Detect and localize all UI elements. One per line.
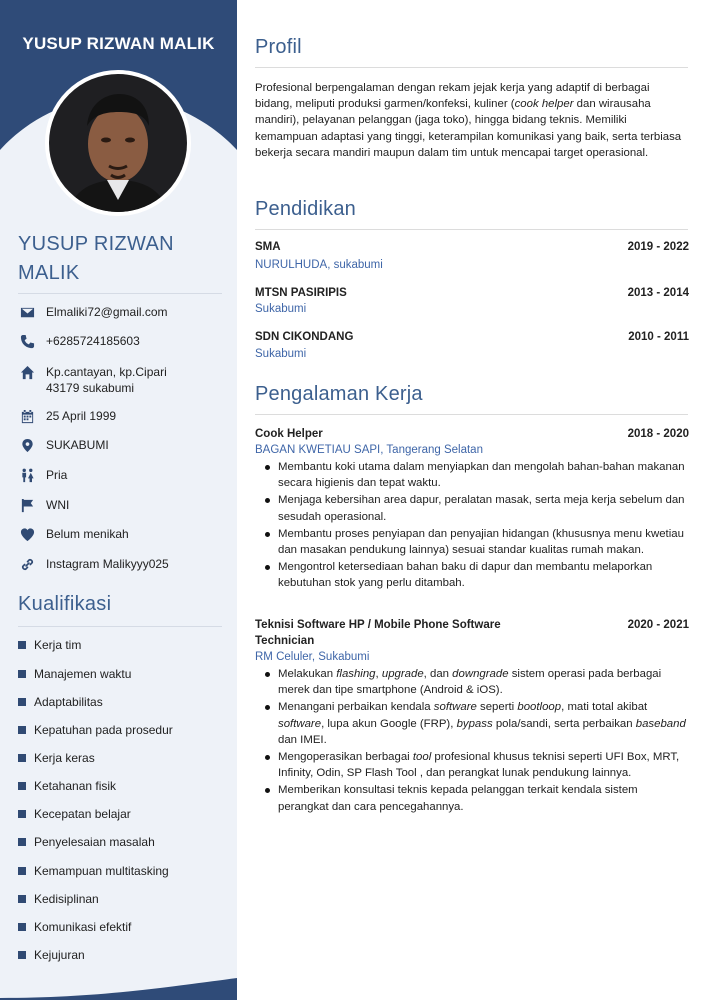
- job-bullets: [255, 459, 688, 592]
- contact-text: Elmaliki72@gmail.com: [46, 305, 168, 319]
- education-school: MTSN PASIRIPIS: [255, 287, 347, 299]
- education-school: SDN CIKONDANG: [255, 331, 354, 343]
- bullet-square-icon: [18, 670, 26, 678]
- skills-title: Kualifikasi: [18, 593, 112, 615]
- job-bullet: Membantu proses penyiapan dan penyajian hidangan (khususnya menu kwetiau dan masakan pendukung lainnya) sesuai standar kualitas rumah makan.: [255, 526, 688, 558]
- job-bullet: Membantu koki utama dalam menyiapkan dan mengolah bahan-bahan makanan secara higienis dan tepat waktu.: [255, 459, 688, 491]
- skill-text: Kedisiplinan: [34, 892, 99, 906]
- profile-text: Profesional berpengalaman dengan rekam jejak kerja yang adaptif di berbagai bidang, meliputi produksi garmen/konfeksi, kuliner (cook helper dan wirausaha mandiri), pelayanan pelanggan (jaga toko), hingga bidang teknis. Memiliki kemampuan adaptasi yang tinggi, keterampilan komunikasi yang baik, serta terbiasa bekerja secara mandiri maupun dalam tim untuk mencapai target operasional.: [255, 82, 682, 159]
- skill-item: [18, 892, 99, 906]
- job-bullet: Mengoperasikan berbagai tool profesional khusus teknisi seperti UFI Box, MRT, Infinity, Odin, SP Flash Tool , dan perangkat lunak pendukung lainnya.: [255, 749, 688, 781]
- skill-text: Kerja keras: [34, 751, 95, 765]
- contact-birthdate: [18, 408, 228, 424]
- contact-phone[interactable]: [18, 333, 228, 349]
- skill-text: Penyelesaian masalah: [34, 835, 155, 849]
- header-name: YUSUP RIZWAN MALIK: [22, 34, 215, 53]
- job-bullet: Menjaga kebersihan area dapur, peralatan masak, serta meja kerja sebelum dan sesudah operasional.: [255, 492, 688, 524]
- skill-text: Manajemen waktu: [34, 667, 132, 681]
- skill-text: Ketahanan fisik: [34, 779, 117, 793]
- skill-item: [18, 695, 103, 709]
- bullet-square-icon: [18, 867, 26, 875]
- main-content: [255, 0, 689, 1000]
- home-icon: [18, 364, 36, 380]
- contact-email[interactable]: [18, 304, 228, 320]
- education-title: Pendidikan: [255, 198, 356, 220]
- skill-text: Kemampuan multitasking: [34, 864, 169, 878]
- profile-divider: [255, 67, 688, 68]
- bullet-square-icon: [18, 838, 26, 846]
- contact-text: Belum menikah: [46, 527, 129, 541]
- skill-item: [18, 864, 169, 878]
- bullet-square-icon: [18, 641, 26, 649]
- contact-text: Instagram Malikyyy025: [46, 557, 169, 571]
- bullet-square-icon: [18, 726, 26, 734]
- job-role: Teknisi Software HP / Mobile Phone Software: [255, 619, 501, 631]
- contact-text: Pria: [46, 468, 68, 482]
- heart-icon: [18, 526, 36, 542]
- contact-text: 25 April 1999: [46, 409, 117, 423]
- contact-text: SUKABUMI: [46, 438, 109, 452]
- job-role: Cook Helper: [255, 428, 323, 440]
- skill-item: [18, 807, 131, 821]
- skill-item: [18, 751, 95, 765]
- education-divider: [255, 229, 688, 230]
- education-period: 2013 - 2014: [627, 287, 689, 299]
- portrait-image: [49, 74, 187, 212]
- bullet-square-icon: [18, 923, 26, 931]
- contact-marital-status: [18, 526, 228, 542]
- bullet-square-icon: [18, 951, 26, 959]
- skill-text: Kejujuran: [34, 948, 85, 962]
- mail-icon: [18, 304, 36, 320]
- profile-title: Profil: [255, 36, 302, 58]
- sidebar-name: YUSUP RIZWAN MALIK: [18, 233, 174, 284]
- contact-text: Kp.cantayan, kp.Cipari 43179 sukabumi: [46, 365, 167, 395]
- skill-item: [18, 638, 81, 652]
- skill-text: Kerja tim: [34, 638, 82, 652]
- sidebar-divider: [18, 293, 222, 294]
- experience-divider: [255, 414, 688, 415]
- education-period: 2019 - 2022: [627, 241, 689, 253]
- job-role-continued: Technician: [255, 635, 315, 647]
- education-period: 2010 - 2011: [628, 331, 689, 343]
- skill-text: Kecepatan belajar: [34, 807, 131, 821]
- contact-city: [18, 437, 228, 453]
- contact-text: +6285724185603: [46, 334, 140, 348]
- flag-icon: [18, 497, 36, 513]
- skill-item: [18, 723, 173, 737]
- education-place: NURULHUDA, sukabumi: [255, 259, 383, 271]
- bullet-square-icon: [18, 698, 26, 706]
- skill-item: [18, 667, 131, 681]
- job-bullet: Melakukan flashing, upgrade, dan downgrade sistem operasi pada berbagai merek dan tipe smartphone (Android & iOS).: [255, 666, 688, 698]
- job-bullet: Mengontrol ketersediaan bahan baku di dapur dan membantu melaporkan kebutuhan stok yang perlu ditambah.: [255, 559, 688, 591]
- skill-item: [18, 948, 85, 962]
- profile-photo: [45, 70, 191, 216]
- job-bullet: Memberikan konsultasi teknis kepada pelanggan terkait kendala sistem perangkat dan cara pencegahannya.: [255, 782, 688, 814]
- skill-text: Adaptabilitas: [34, 695, 103, 709]
- bullet-square-icon: [18, 895, 26, 903]
- bullet-square-icon: [18, 754, 26, 762]
- skill-text: Komunikasi efektif: [34, 920, 132, 934]
- contact-nationality: [18, 497, 228, 513]
- footer-wave-shape: [0, 978, 237, 1000]
- job-period: 2018 - 2020: [627, 428, 689, 440]
- education-place: Sukabumi: [255, 303, 307, 315]
- contact-text: WNI: [46, 498, 70, 512]
- job-company: BAGAN KWETIAU SAPI, Tangerang Selatan: [255, 444, 483, 456]
- job-bullet: Menangani perbaikan kendala software seperti bootloop, mati total akibat software, lupa akun Google (FRP), bypass pola/sandi, serta perbaikan baseband dan IMEI.: [255, 699, 688, 748]
- contact-address: [18, 364, 228, 396]
- sidebar: [0, 0, 237, 1000]
- bullet-square-icon: [18, 810, 26, 818]
- skill-item: [18, 920, 131, 934]
- skills-divider: [18, 626, 222, 627]
- contact-instagram[interactable]: [18, 556, 228, 572]
- calendar-icon: [18, 408, 36, 424]
- bullet-square-icon: [18, 782, 26, 790]
- location-pin-icon: [18, 437, 36, 453]
- experience-title: Pengalaman Kerja: [255, 383, 423, 405]
- education-place: Sukabumi: [255, 348, 307, 360]
- education-school: SMA: [255, 241, 281, 253]
- skill-item: [18, 835, 155, 849]
- phone-icon: [18, 333, 36, 349]
- gender-icon: [18, 467, 36, 483]
- job-bullets: [255, 666, 688, 815]
- skill-item: [18, 779, 116, 793]
- link-icon: [18, 556, 36, 572]
- contact-gender: [18, 467, 228, 483]
- job-period: 2020 - 2021: [627, 619, 689, 631]
- skill-text: Kepatuhan pada prosedur: [34, 723, 173, 737]
- job-company: RM Celuler, Sukabumi: [255, 651, 370, 663]
